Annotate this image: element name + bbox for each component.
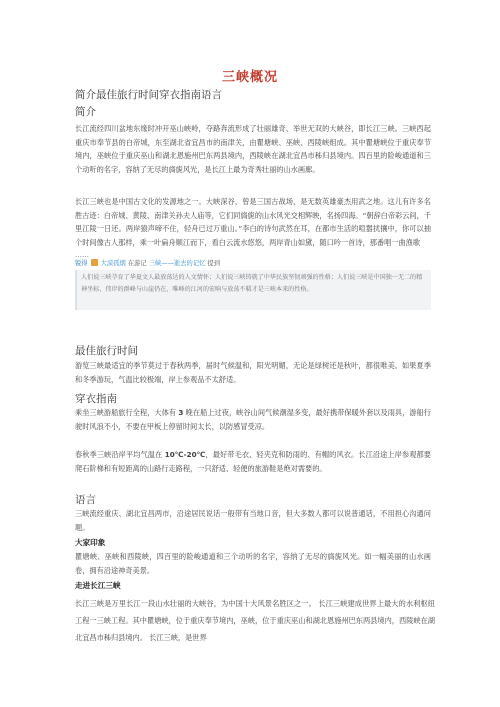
quote-source-link[interactable]: 三峡——逝去的记忆 <box>148 260 206 267</box>
section-heading-explore: 走进长江三峡 <box>75 581 121 590</box>
clothing-paragraph-1 <box>75 406 431 433</box>
ellipsis: …… <box>75 251 89 259</box>
intro-paragraph-2: 长江三峡也是中国古文化的发源地之一。大峡深谷，曾是三国古战场，是无数英雄豪杰用武之地。这儿有许多名胜古迹：白帝城、黄陵、南津关孙夫人庙等，它们同旖旎的山水风光交相辉映，名扬四海。“朝辞白帝彩云间，千里江陵一日还。两岸猿声啼不住，轻舟已过万重山。”李白的诗句武然在耳，在都市生活的喧嚣扰攘中，你可以抽个时间像古人那样，乘一叶扁舟顺江而下，看白云流水悠悠，两岸青山如黛，随口吟一首诗，那番唱一曲渔歌 <box>75 197 431 247</box>
section-heading-intro: 简介 <box>75 106 96 118</box>
clothing-p1-a: 乘坐三峡游船旅行全程，大体有 <box>75 408 179 417</box>
section-heading-best-time: 最佳旅行时间 <box>75 345 138 357</box>
quote-header <box>75 258 431 270</box>
document-title: 三峡概况 <box>221 70 278 85</box>
language-paragraph: 三峡流经重庆、湖北宜昌两市，沿途居民说话一般带有当地口音，但大多数人都可以说普通话，不用担心沟通问题。 <box>75 509 431 532</box>
clothing-p2-a: 春秋季三峡沿岸平均气温在 <box>75 450 165 459</box>
section-heading-impression: 大家印象 <box>75 538 106 547</box>
clothing-p2-b: ，最好带毛衣、轻夹克和防雨的、有帽的风衣。长江沿途上岸参观都要爬石阶梯和有短距离的山路行走路程，一只舒适、轻便的旅游鞋是绝对需要的。 <box>75 450 431 473</box>
quote-text: 人们说三峡孕育了华夏文人最放荡达的人文情怀；人们说三峡铸就了中华民族坚韧顽强的性格；人们说三峡是中国独一无二的精神坐标，伟岸的群峰与山崖仍在，唯峰的江河的宏响与放荡不羁才是三峡本来的性格。 <box>75 270 431 310</box>
quote-user-link[interactable]: 大漠孤烟 <box>100 260 126 267</box>
quote-tail-label: 提到 <box>207 260 221 267</box>
quote-in-label: 在游记 <box>127 260 147 267</box>
impression-paragraph: 瞿塘峡、巫峡和西陵峡，四百里的险峻通道和三个动听的名字，容纳了无尽的旖旎风光。如一幅美丽的山水画卷，拥有沿途神奇美景。 <box>75 552 431 575</box>
clothing-paragraph-2 <box>75 448 431 475</box>
clothing-p1-b: 晚在船上过夜，峡谷山间气候潮湿多变，最好携带保暖外套以及雨具，游船行驶时风浪不小，不要在甲板上停留时间太长，以防感冒受凉。 <box>75 408 431 431</box>
clothing-temperature: 10℃-20℃ <box>164 450 206 459</box>
clothing-days: 3 <box>178 408 184 417</box>
user-avatar-icon <box>91 259 98 266</box>
best-time-paragraph: 游览三峡最适宜的季节莫过于春秋两季，届时气候温和，阳光明媚，无论是绿树还是秋叶，都很唯美。如果夏季和冬季游玩，气温比较极端，岸上参观品不太舒适。 <box>75 361 431 384</box>
intro-paragraph-1: 长江流经四川盆地东缘时冲开巫山峡岭，夺路奔流形成了壮丽雄奇、举世无双的大峡谷，即长江三峡。三峡西起重庆市奉节县的白帝城，东至湖北省宜昌市的南津关，由瞿塘峡、巫峡、西陵峡组成。其中瞿塘峡位于重庆奉节境内，巫峡位于重庆巫山和湖北恩施州巴东两县境内，西陵峡在湖北宜昌市秭归县境内。四百里的险峻通道和三个动听的名字，容纳了无尽的旖旎风光，是长江上最为奇秀壮丽的山水画廊。 <box>75 124 431 174</box>
quote-brand: 锐得 <box>75 260 88 267</box>
section-heading-clothing: 穿衣指南 <box>75 393 117 405</box>
section-heading-language: 语言 <box>75 494 96 506</box>
travel-note-quote <box>75 258 431 310</box>
explore-paragraph: 长江三峡是万里长江一段山水壮丽的大峡谷，为中国十大风景名胜区之一。 长江三峡建成世界上最大的水利枢纽工程一三峡工程。其中瞿塘峡，位于重庆奉节境内，巫峡，位于重庆巫山和湖北恩施州巴东两县境内，西陵峡在湖北宜昌市秭归县境内。 长江三峡，是世界 <box>75 599 435 642</box>
subtitle-heading: 简介最佳旅行时间穿衣指南语言 <box>75 89 222 101</box>
